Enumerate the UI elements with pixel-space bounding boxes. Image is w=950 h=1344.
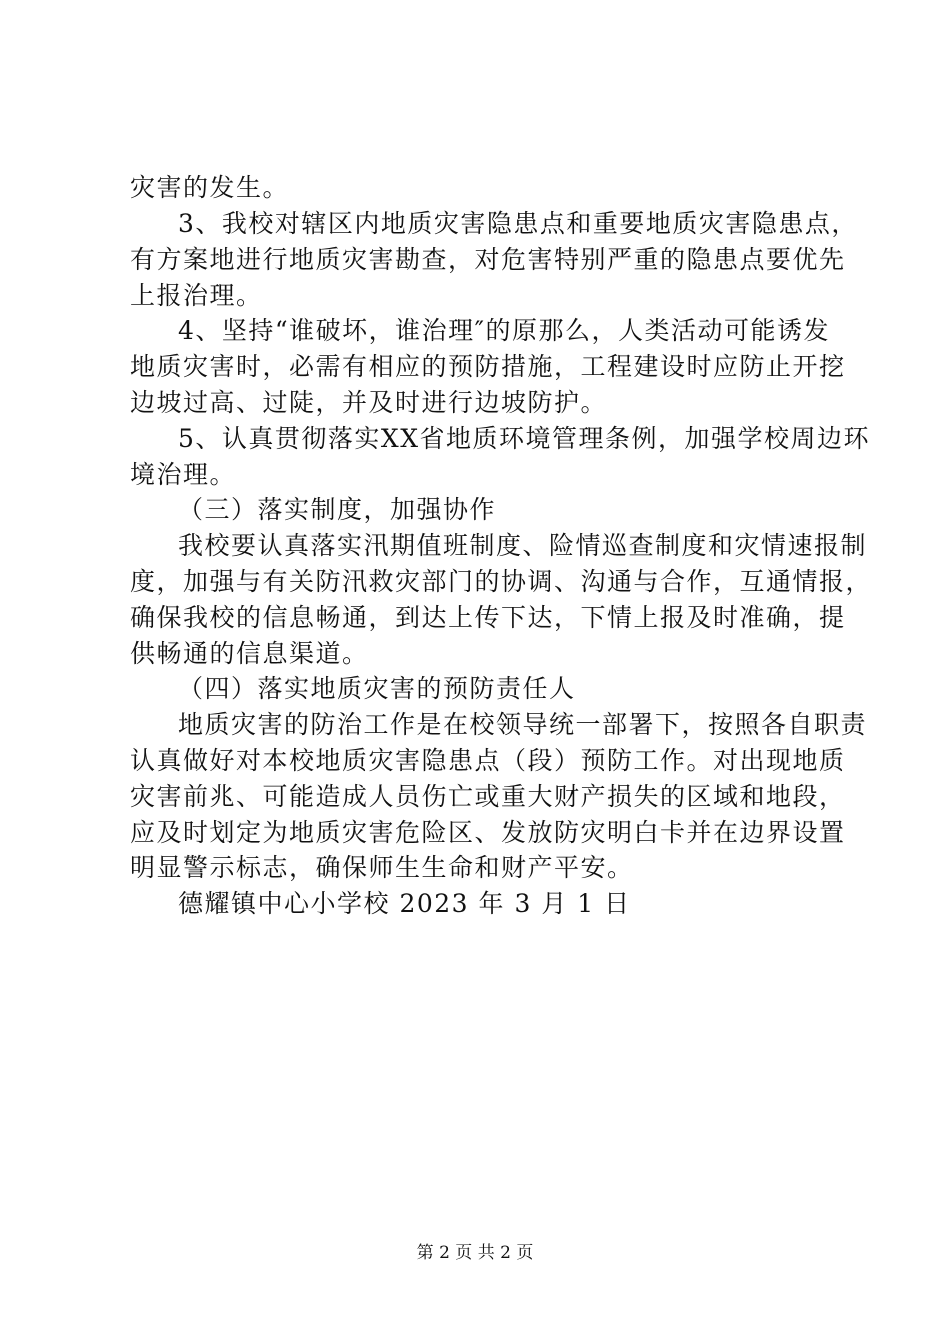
text-line-19: 应及时划定为地质灾害危险区、发放防灾明白卡并在边界设置	[130, 818, 846, 847]
text-line-11: 我校要认真落实汛期值班制度、险情巡查制度和灾情速报制	[178, 531, 868, 560]
text-line-7: 边坡过高、过陡，并及时进行边坡防护。	[130, 388, 608, 417]
text-line-16: 地质灾害的防治工作是在校领导统一部署下，按照各自职责	[178, 710, 868, 739]
text-line-14: 供畅通的信息渠道。	[130, 639, 369, 668]
text-line-13: 确保我校的信息畅通，到达上传下达，下情上报及时准确，提	[130, 603, 846, 632]
signature-date-line: 德耀镇中心小学校 2023 年 3 月 1 日	[178, 889, 631, 918]
text-line-18: 灾害前兆、可能造成人员伤亡或重大财产损失的区域和地段，	[130, 782, 846, 811]
text-line-17: 认真做好对本校地质灾害隐患点（段）预防工作。对出现地质	[130, 746, 846, 775]
text-line-3: 有方案地进行地质灾害勘查，对危害特别严重的隐患点要优先	[130, 245, 846, 274]
text-line-20: 明显警示标志，确保师生生命和财产平安。	[130, 853, 634, 882]
text-line-8: 5、认真贯彻落实XX省地质环境管理条例，加强学校周边环	[178, 424, 871, 453]
text-line-5: 4、坚持“谁破坏，谁治理″的原那么，人类活动可能诱发	[178, 316, 831, 345]
text-line-1: 灾害的发生。	[130, 173, 290, 202]
text-line-6: 地质灾害时，必需有相应的预防措施，工程建设时应防止开挖	[130, 352, 846, 381]
text-line-2: 3、我校对辖区内地质灾害隐患点和重要地质灾害隐患点，	[178, 209, 858, 238]
text-line-4: 上报治理。	[130, 281, 263, 310]
text-line-12: 度，加强与有关防汛救灾部门的协调、沟通与合作，互通情报，	[130, 567, 873, 596]
text-line-9: 境治理。	[130, 460, 237, 489]
page-number-footer: 第 2 页 共 2 页	[416, 1243, 534, 1263]
section-heading-4: （四）落实地质灾害的预防责任人	[178, 674, 576, 703]
section-heading-3: （三）落实制度，加强协作	[178, 495, 497, 524]
